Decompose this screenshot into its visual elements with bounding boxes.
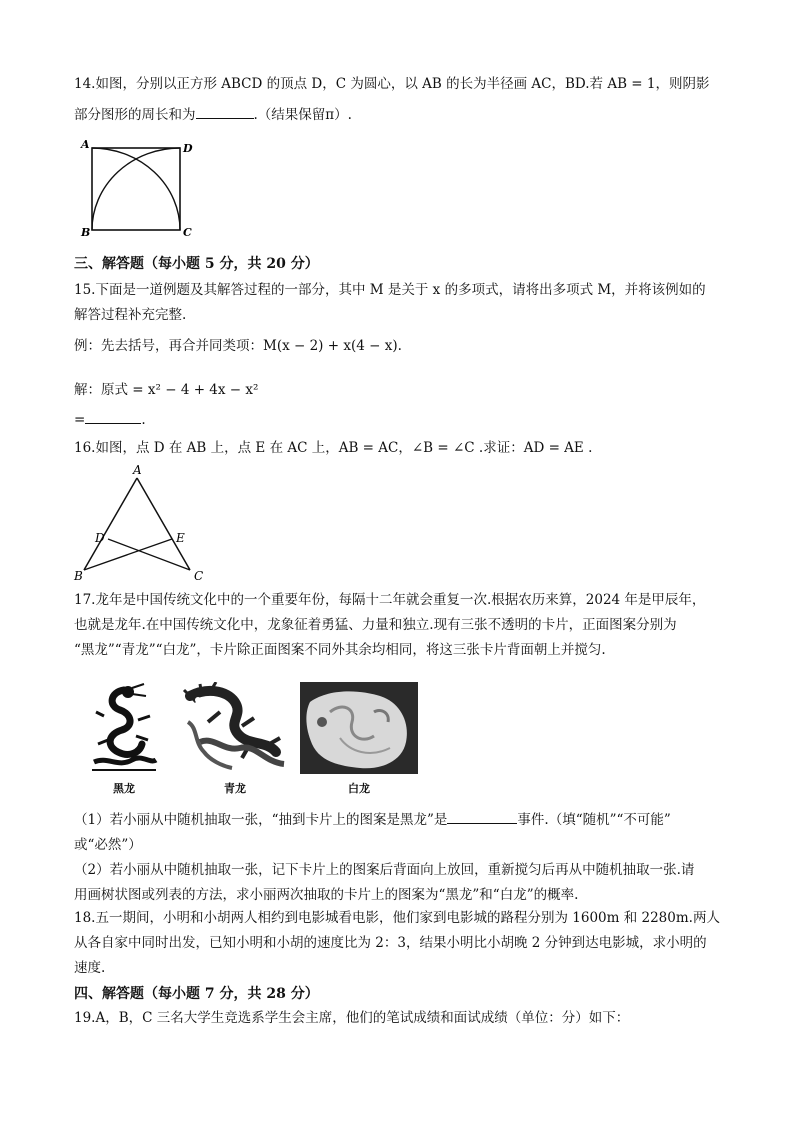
q17-part-1-line-1 [74,808,724,833]
question-17 [74,588,724,663]
q14-line-2-suffix: .（结果保留π）. [253,107,352,123]
q15-example: 例：先去括号，再合并同类项：M(x − 2) + x(4 − x). [74,338,402,354]
q18-line-2: 从各自家中同时出发，已知小明和小胡的速度比为 2：3，结果小明比小胡晚 2 分钟到达电影城，求小明的 [74,935,707,951]
q18-line-1: 18.五一期间，小明和小胡两人相约到电影城看电影，他们家到电影城的路程分别为 1600m 和 2280m.两人 [74,910,720,926]
q17-part-1-blank [447,809,517,824]
label-a: A [81,138,90,151]
question-18 [74,906,724,981]
q16-triangle-figure [70,462,210,584]
q17-part-2 [74,858,724,908]
q15-line-1: 15.下面是一道例题及其解答过程的一部分，其中 M 是关于 x 的多项式，请将出多项式 M，并将该例如的 [74,282,706,298]
question-19: 19.A，B，C 三名大学生竞选系学生会主席，他们的笔试成绩和面试成绩（单位：分）如下： [74,1010,630,1026]
side-ab [84,478,137,570]
q14-line-1: 14.如图，分别以正方形 ABCD 的顶点 D，C 为圆心，以 AB 的长为半径画 AC，BD.若 AB = 1，则阴影 [74,76,710,92]
label-d: D [95,531,105,545]
white-dragon-image [300,682,418,774]
label-d: D [183,142,193,155]
q14-answer-blank [196,104,254,119]
q15-solution: 解：原式 = x² − 4 + 4x − x² [74,382,259,398]
q14-line-2 [74,103,724,128]
question-15 [74,278,724,328]
arc-ac [92,148,180,230]
section-3-heading: 三、解答题（每小题 5 分，共 20 分） [74,256,319,272]
label-e: E [176,531,185,545]
q17-part-1-line-2: 或“必然”） [74,837,142,853]
q17-part-1-prefix: （1）若小丽从中随机抽取一张，“抽到卡片上的图案是黑龙”是 [74,812,448,828]
label-b: B [74,569,83,583]
arc-bd [92,148,180,230]
card-label-blue: 青龙 [224,782,246,795]
label-c: C [194,569,204,583]
question-16: 16.如图，点 D 在 AB 上，点 E 在 AC 上，AB = AC，∠B = ∠C .求证：AD = AE . [74,440,593,456]
q17-line-3: “黑龙”“青龙”“白龙”，卡片除正面图案不同外其余均相同，将这三张卡片背面朝上并搅匀. [74,642,606,658]
q14-square-figure [78,138,194,238]
card-white-dragon [300,682,418,796]
label-a: A [133,463,142,477]
dragon-cards [88,682,428,795]
blue-dragon-image [180,682,290,774]
q15-answer-blank [85,409,141,424]
card-black-dragon [88,682,160,796]
q15-line-2: 解答过程补充完整. [74,307,187,323]
label-c: C [183,226,192,238]
black-dragon-image [88,682,160,774]
q17-part-1 [74,808,724,858]
q17-part-2-line-2: 用画树状图或列表的方法，求小丽两次抽取的卡片上的图案为“黑龙”和“白龙”的概率. [74,887,579,903]
q14-line-2-prefix: 部分图形的周长和为 [74,107,196,123]
side-ac [137,478,190,570]
square-abcd [92,148,180,230]
card-label-white: 白龙 [348,782,370,795]
q17-part-2-line-1: （2）若小丽从中随机抽取一张，记下卡片上的图案后背面向上放回，重新搅匀后再从中随机抽取一张.请 [74,862,695,878]
card-blue-dragon [180,682,290,796]
section-4-heading: 四、解答题（每小题 7 分，共 28 分） [74,986,319,1002]
q18-line-3: 速度. [74,960,106,976]
card-label-black: 黑龙 [113,782,135,795]
question-14 [74,72,724,128]
q15-equals: = [74,412,86,428]
q15-equals-line: = . [74,408,724,433]
q17-line-1: 17.龙年是中国传统文化中的一个重要年份，每隔十二年就会重复一次.根据农历来算，2024 年是甲辰年， [74,592,706,608]
q17-line-2: 也就是龙年.在中国传统文化中，龙象征着勇猛、力量和独立.现有三张不透明的卡片，正面图案分别为 [74,617,677,633]
label-b: B [81,226,91,238]
q17-part-1-suffix: 事件.（填“随机”“不可能” [517,812,671,828]
